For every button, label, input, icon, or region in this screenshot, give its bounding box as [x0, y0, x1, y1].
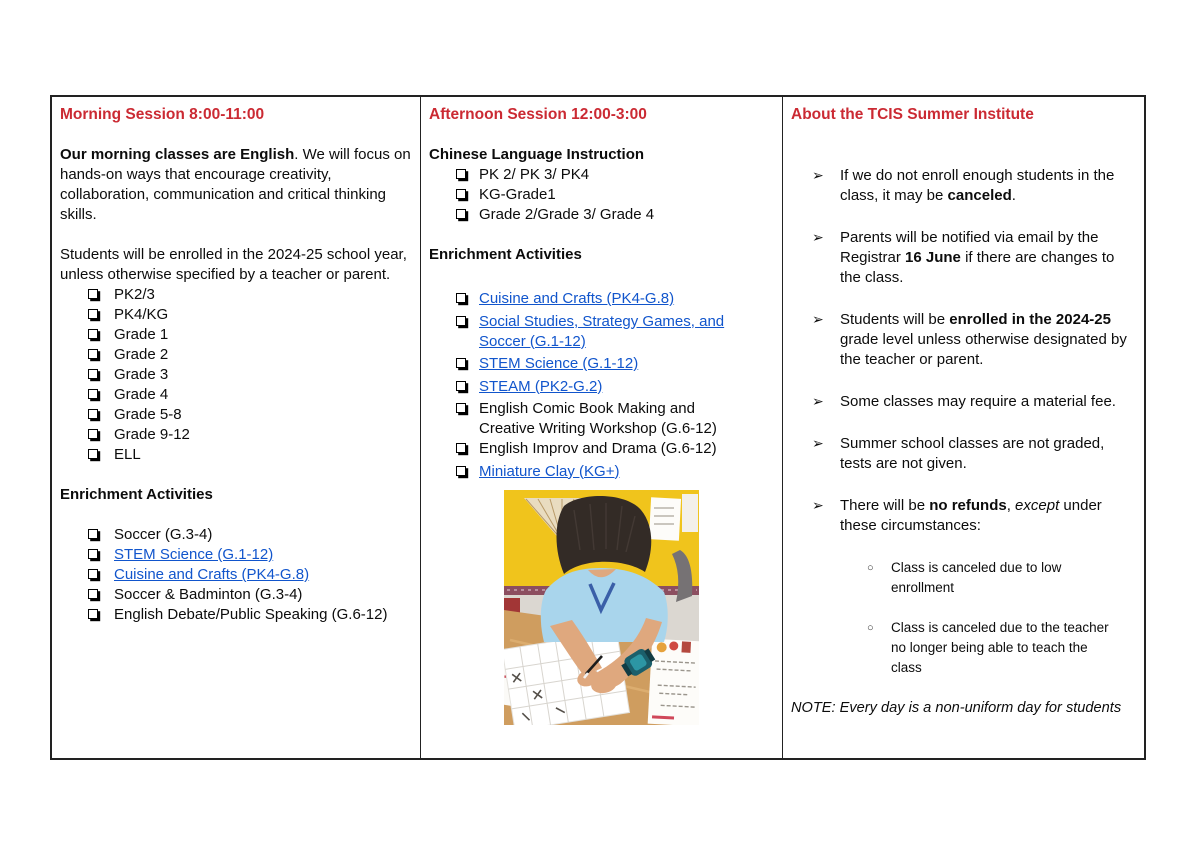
afternoon-session-header: Afternoon Session 12:00-3:00 [429, 106, 647, 123]
checklist-item-label: Soccer (G.3-4) [114, 526, 213, 543]
checklist-item [429, 462, 774, 482]
checkbox-icon[interactable] [88, 349, 98, 359]
arrow-bullet-icon: ➢ [812, 167, 824, 183]
about-bullet-not-graded: ➢ Summer school classes are not graded, tests are not given. [812, 435, 1105, 472]
checklist-item-label: Soccer & Badminton (G.3-4) [114, 586, 303, 603]
checkbox-icon[interactable] [88, 549, 98, 559]
refund-exception-label: Class is canceled due to low enrollment [891, 560, 1062, 595]
arrow-bullet-icon: ➢ [812, 393, 824, 409]
arrow-bullet-icon: ➢ [812, 229, 824, 245]
morning-intro-rest: . We will focus on hands-on ways that encourage creativity, collaboration, communication and critical thinking skills. [60, 146, 411, 223]
checkbox-icon[interactable] [456, 169, 466, 179]
checklist-item-label: PK2/3 [114, 286, 155, 303]
refund-exception-item [791, 558, 1136, 598]
checkbox-icon[interactable] [88, 449, 98, 459]
circle-bullet-icon: ○ [867, 622, 874, 634]
about-bullet-material-fee: ➢ Some classes may require a material fee. [812, 393, 1116, 410]
checklist-item [60, 405, 412, 425]
checkbox-icon[interactable] [88, 409, 98, 419]
checklist-item [429, 439, 774, 459]
checklist-item-label: Grade 2 [114, 346, 169, 363]
checklist-item [60, 425, 412, 445]
checklist-item-label[interactable]: Miniature Clay (KG+) [479, 462, 620, 480]
checkbox-icon[interactable] [88, 609, 98, 619]
checklist-item [60, 325, 412, 345]
checklist-item-label: PK 2/ PK 3/ PK4 [479, 166, 590, 183]
checklist-item-label: PK4/KG [114, 306, 169, 323]
morning-session-header: Morning Session 8:00-11:00 [60, 106, 265, 123]
checkbox-icon[interactable] [88, 329, 98, 339]
checklist-item-label: English Debate/Public Speaking (G.6-12) [114, 606, 388, 623]
checklist-item-label[interactable]: STEM Science (G.1-12) [479, 355, 639, 372]
checkbox-icon[interactable] [456, 316, 466, 326]
refund-exception-item [791, 618, 1136, 678]
student-writing-photo [504, 490, 699, 725]
checklist-item-label[interactable]: Cuisine and Crafts (PK4-G.8) [114, 566, 310, 583]
photo-right-worksheet [648, 638, 699, 724]
checkbox-icon[interactable] [88, 309, 98, 319]
checklist-item [60, 305, 412, 325]
checklist-item [429, 165, 774, 185]
checkbox-icon[interactable] [88, 429, 98, 439]
column-morning-session [52, 97, 421, 758]
checklist-item-label: Grade 2/Grade 3/ Grade 4 [479, 206, 655, 223]
chinese-level-checklist [429, 165, 774, 225]
student-writing-illustration [504, 490, 699, 725]
checklist-item-label: Grade 5-8 [114, 406, 182, 423]
checkbox-icon[interactable] [456, 358, 466, 368]
checklist-item [429, 205, 774, 225]
checklist-item [429, 289, 774, 309]
checklist-item [429, 312, 774, 352]
checkbox-icon[interactable] [88, 389, 98, 399]
about-bullet-list [791, 166, 1136, 536]
checklist-item-label: Grade 9-12 [114, 426, 190, 443]
checkbox-icon[interactable] [456, 466, 466, 476]
non-uniform-note: NOTE: Every day is a non-uniform day for students [791, 700, 1122, 716]
arrow-bullet-icon: ➢ [812, 497, 824, 513]
checkbox-icon[interactable] [88, 289, 98, 299]
checklist-item [429, 399, 774, 439]
afternoon-enrichment-heading: Enrichment Activities [429, 246, 582, 263]
checklist-item [429, 377, 774, 397]
checklist-item [429, 354, 774, 374]
checklist-item [60, 525, 412, 545]
checklist-item-label[interactable]: Social Studies, Strategy Games, and Soccer (G.1-12) [479, 312, 725, 350]
checkbox-icon[interactable] [88, 569, 98, 579]
about-bullet-enrollment-cancel: ➢ If we do not enroll enough students in the class, it may be canceled. [812, 167, 1115, 204]
checklist-item-label: KG-Grade1 [479, 186, 556, 203]
checklist-item-label[interactable]: STEAM (PK2-G.2) [479, 377, 603, 395]
checklist-item-label: Grade 1 [114, 326, 169, 343]
morning-intro-bold: Our morning classes are English [60, 146, 295, 163]
about-header: About the TCIS Summer Institute [791, 106, 1034, 123]
checkbox-icon[interactable] [456, 293, 466, 303]
checklist-item-label: Grade 4 [114, 386, 169, 403]
checkbox-icon[interactable] [456, 189, 466, 199]
morning-intro-paragraph [60, 145, 412, 225]
checkbox-icon[interactable] [88, 369, 98, 379]
checkbox-icon[interactable] [88, 589, 98, 599]
checkbox-icon[interactable] [456, 403, 466, 413]
checklist-item [60, 565, 412, 585]
checkbox-icon[interactable] [456, 381, 466, 391]
summer-institute-table [50, 95, 1146, 760]
checklist-item-label: English Comic Book Making and Creative Writing Workshop (G.6-12) [479, 400, 717, 437]
checkbox-icon[interactable] [88, 529, 98, 539]
morning-grade-checklist [60, 285, 412, 465]
checklist-item-label[interactable]: STEM Science (G.1-12) [114, 546, 274, 563]
morning-enrichment-checklist [60, 525, 412, 625]
checklist-item [60, 365, 412, 385]
checklist-item [60, 445, 412, 465]
checklist-item [60, 605, 412, 625]
afternoon-enrichment-checklist [429, 289, 774, 482]
refund-exception-label: Class is canceled due to the teacher no longer being able to teach the class [891, 620, 1109, 675]
checklist-item [60, 345, 412, 365]
circle-bullet-icon: ○ [867, 562, 874, 574]
about-bullet-no-refunds: ➢ There will be no refunds, except under these circumstances: [812, 497, 1102, 534]
checklist-item-label: English Improv and Drama (G.6-12) [479, 440, 717, 457]
checklist-item [60, 585, 412, 605]
checklist-item-label: Grade 3 [114, 366, 169, 383]
column-about-institute [783, 97, 1144, 758]
morning-enrichment-heading: Enrichment Activities [60, 486, 213, 503]
arrow-bullet-icon: ➢ [812, 435, 824, 451]
checklist-item [429, 185, 774, 205]
checklist-item-label: ELL [114, 446, 141, 463]
checklist-item-label[interactable]: Cuisine and Crafts (PK4-G.8) [479, 290, 675, 307]
checklist-item [60, 285, 412, 305]
checkbox-icon[interactable] [456, 443, 466, 453]
refund-exception-list [791, 558, 1136, 678]
checklist-item [60, 385, 412, 405]
about-bullet-email-notice: ➢ Parents will be notified via email by the Registrar 16 June if there are changes to the class. [812, 229, 1115, 286]
chinese-instruction-heading: Chinese Language Instruction [429, 146, 645, 163]
checklist-item [60, 545, 412, 565]
checkbox-icon[interactable] [456, 209, 466, 219]
arrow-bullet-icon: ➢ [812, 311, 824, 327]
column-afternoon-session [421, 97, 783, 758]
morning-enrollment-paragraph: Students will be enrolled in the 2024-25 school year, unless otherwise specified by a teacher or parent. [60, 246, 407, 283]
about-bullet-grade-level: ➢ Students will be enrolled in the 2024-25 grade level unless otherwise designated by the teacher or parent. [812, 311, 1127, 368]
